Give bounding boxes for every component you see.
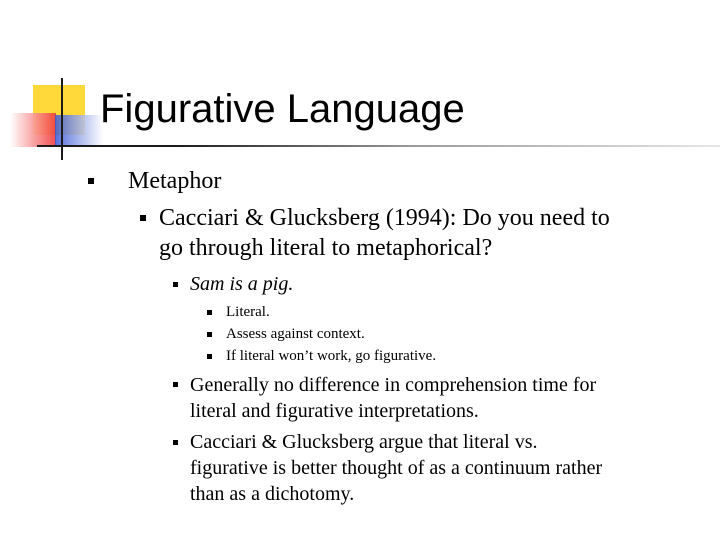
sub-bullet-figurative: If literal won’t work, go figurative.: [226, 348, 437, 364]
slide-title: Figurative Language: [100, 87, 465, 131]
bullet-icon: [207, 310, 212, 315]
bullet-icon: [140, 215, 146, 221]
decorative-red-square: [10, 113, 56, 147]
bullet-continuum-line-1: Cacciari & Glucksberg argue that literal vs.: [190, 431, 538, 453]
bullet-icon: [207, 354, 212, 359]
bullet-icon: [173, 282, 178, 287]
bullet-metaphor: Metaphor: [128, 168, 222, 194]
sub-bullet-literal: Literal.: [226, 304, 270, 320]
bullet-cacciari-line-2: go through literal to metaphorical?: [159, 235, 493, 261]
sub-bullet-assess: Assess against context.: [226, 326, 365, 342]
bullet-icon: [173, 440, 178, 445]
bullet-continuum-line-2: figurative is better thought of as a continuum rather: [190, 457, 603, 479]
bullet-example-sentence: Sam is a pig.: [190, 273, 294, 295]
bullet-icon: [207, 332, 212, 337]
bullet-continuum-line-3: than as a dichotomy.: [190, 483, 355, 505]
decorative-vertical-line: [61, 78, 63, 160]
title-underline: [37, 145, 720, 147]
bullet-comprehension-line-2: literal and figurative interpretations.: [190, 400, 479, 422]
bullet-comprehension-line-1: Generally no difference in comprehension time for: [190, 374, 597, 396]
bullet-icon: [88, 178, 94, 184]
bullet-icon: [173, 382, 178, 387]
bullet-cacciari-line-1: Cacciari & Glucksberg (1994): Do you need to: [159, 205, 610, 231]
